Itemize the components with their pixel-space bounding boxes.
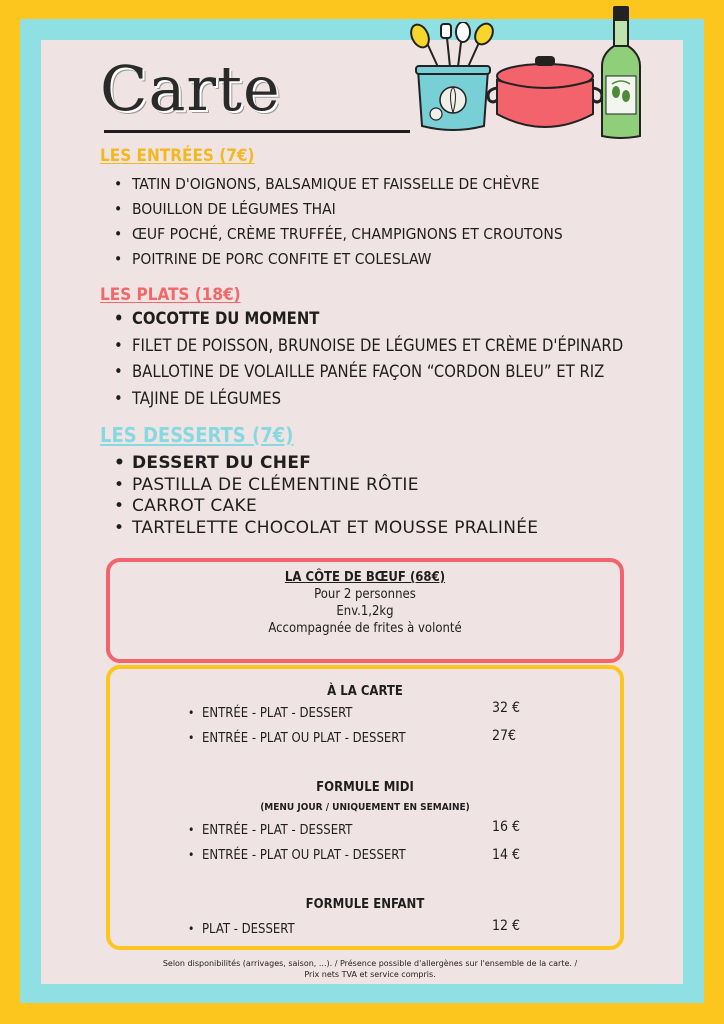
footer-note: [100, 958, 640, 980]
list-item: • BALLOTINE DE VOLAILLE PANÉE FAÇON “CORDON BLEU” ET RIZ: [132, 364, 623, 391]
plats-list: [132, 311, 623, 417]
cote-de-boeuf-title: LA CÔTE DE BŒUF (68€): [284, 570, 446, 585]
cote-de-boeuf-side: Accompagnée de frites à volonté: [268, 621, 462, 636]
cocotte-pot-icon: [485, 50, 605, 138]
olive-oil-bottle-icon: [598, 4, 644, 142]
cote-de-boeuf-box: [106, 558, 624, 663]
price-row-value: 12 €: [492, 918, 521, 934]
list-item: • POITRINE DE PORC CONFITE ET COLESLAW: [132, 252, 563, 277]
list-item: • BOUILLON DE LÉGUMES THAI: [132, 202, 563, 227]
list-item: • TARTELETTE CHOCOLAT ET MOUSSE PRALINÉE: [132, 520, 538, 542]
cote-de-boeuf-weight: Env.1,2kg: [336, 604, 394, 619]
formulas-box: [106, 665, 624, 950]
a-la-carte-heading: À LA CARTE: [327, 684, 403, 699]
price-row-value: 32 €: [492, 700, 521, 716]
formule-midi-note: (MENU JOUR / UNIQUEMENT EN SEMAINE): [260, 802, 470, 813]
footer-line: Prix nets TVA et service compris.: [304, 970, 436, 979]
price-row-value: 14 €: [492, 847, 521, 863]
price-row-value: 16 €: [492, 819, 521, 835]
plats-heading: LES PLATS (18€): [100, 285, 241, 305]
list-item: • PASTILLA DE CLÉMENTINE RÔTIE: [132, 477, 538, 499]
list-item: • TAJINE DE LÉGUMES: [132, 391, 623, 418]
price-row-label: • ENTRÉE - PLAT - DESSERT: [202, 707, 352, 720]
page-title: Carte: [100, 52, 281, 125]
list-item: • TATIN D'OIGNONS, BALSAMIQUE ET FAISSELLE DE CHÈVRE: [132, 177, 563, 202]
list-item: • FILET DE POISSON, BRUNOISE DE LÉGUMES ET CRÈME D'ÉPINARD: [132, 338, 623, 365]
entrees-heading: LES ENTRÉES (7€): [100, 146, 255, 166]
formule-enfant-heading: FORMULE ENFANT: [305, 897, 425, 912]
title-underline: [104, 130, 410, 133]
list-item: • DESSERT DU CHEF: [132, 455, 538, 477]
price-row-value: 27€: [492, 728, 517, 744]
desserts-heading: LES DESSERTS (7€): [100, 423, 294, 447]
cote-de-boeuf-persons: Pour 2 personnes: [314, 587, 416, 602]
price-row-label: • PLAT - DESSERT: [202, 923, 295, 936]
list-item: • COCOTTE DU MOMENT: [132, 311, 623, 338]
formule-midi-heading: FORMULE MIDI: [316, 780, 414, 795]
list-item: • CARROT CAKE: [132, 498, 538, 520]
list-item: • ŒUF POCHÉ, CRÈME TRUFFÉE, CHAMPIGNONS ET CROUTONS: [132, 227, 563, 252]
price-row-label: • ENTRÉE - PLAT OU PLAT - DESSERT: [202, 732, 406, 745]
desserts-list: [132, 455, 538, 541]
footer-line: Selon disponibilités (arrivages, saison, ...). / Présence possible d'allergènes sur l'ensemble de la carte. /: [162, 959, 578, 968]
price-row-label: • ENTRÉE - PLAT - DESSERT: [202, 824, 352, 837]
entrees-list: [132, 177, 563, 277]
price-row-label: • ENTRÉE - PLAT OU PLAT - DESSERT: [202, 849, 406, 862]
